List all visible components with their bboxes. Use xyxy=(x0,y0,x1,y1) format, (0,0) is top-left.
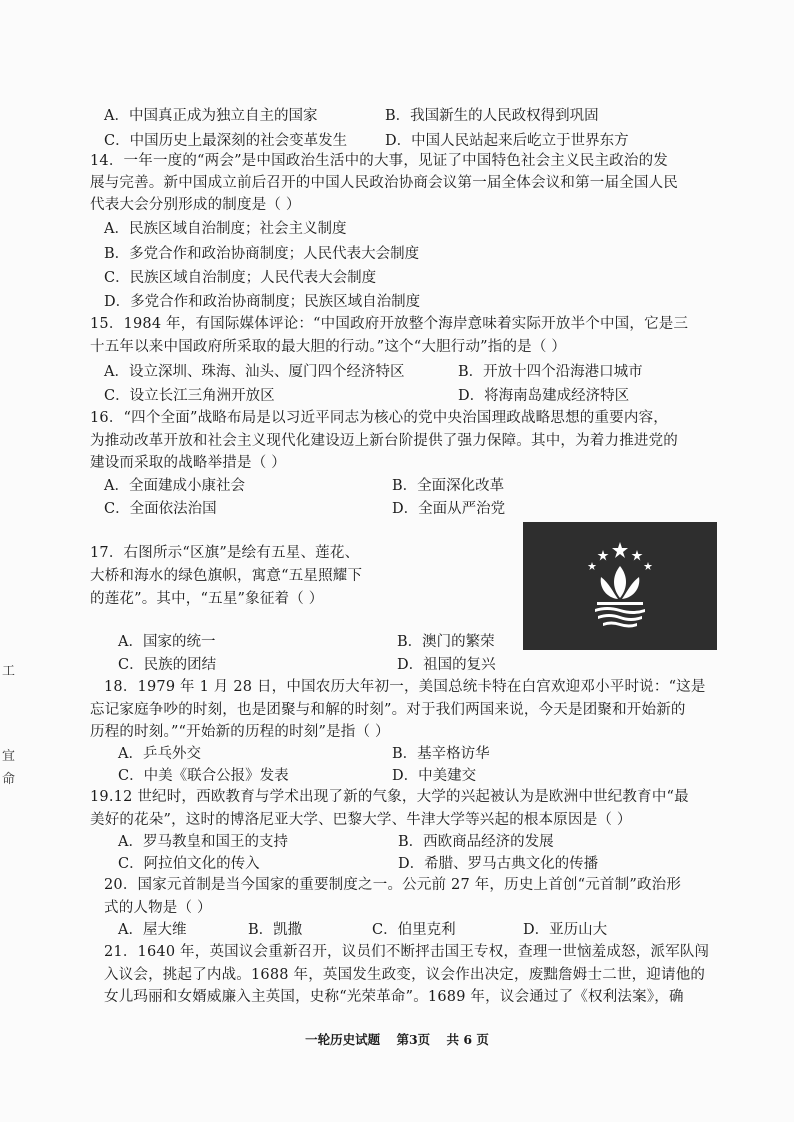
q17-stem-line1: 17．右图所示“区旗”是绘有五星、莲花、 xyxy=(90,545,360,561)
q18-option-c: C．中美《联合公报》发表 xyxy=(118,768,289,784)
q16-stem-line2: 为推动改革开放和社会主义现代化建设迈上新台阶提供了强力保障。其中，为着力推进党的 xyxy=(90,433,678,449)
q13-option-a: A．中国真正成为独立自主的国家 xyxy=(104,108,318,124)
q15-stem-line1: 15．1984 年，有国际媒体评论：“中国政府开放整个海岸意味着实际开放半个中国，它是三 xyxy=(90,316,689,332)
q14-option-d: D．多党合作和政治协商制度；民族区域自治制度 xyxy=(104,294,421,310)
q16-option-d: D．全面从严治党 xyxy=(392,501,506,517)
q13-option-c: C．中国历史上最深刻的社会变革发生 xyxy=(104,133,348,149)
q16-option-c: C．全面依法治国 xyxy=(104,501,217,517)
q18-option-a: A．乒乓外交 xyxy=(118,746,201,762)
q16-option-b: B．全面深化改革 xyxy=(392,478,505,494)
q17-option-b: B．澳门的繁荣 xyxy=(397,634,495,650)
q16-option-a: A．全面建成小康社会 xyxy=(104,478,245,494)
edge-mark-3: 命 xyxy=(2,772,16,787)
q17-option-d: D．祖国的复兴 xyxy=(397,657,496,673)
q20-stem-line2: 式的人物是（ ） xyxy=(104,900,212,916)
q14-option-c: C．民族区域自治制度；人民代表大会制度 xyxy=(104,270,377,286)
footer-title: 一轮历史试题 xyxy=(305,1032,381,1047)
q14-option-b: B．多党合作和政治协商制度；人民代表大会制度 xyxy=(104,246,420,262)
footer-total-pages: 共 6 页 xyxy=(446,1032,489,1047)
q14-stem-line1: 14．一年一度的“两会”是中国政治生活中的大事，见证了中国特色社会主义民主政治的发 xyxy=(90,153,668,169)
q20-option-c: C．伯里克利 xyxy=(372,922,456,938)
q17-stem-line2: 大桥和海水的绿色旗帜，寓意“五星照耀下 xyxy=(90,568,363,584)
q20-option-b: B．凯撒 xyxy=(248,922,303,938)
q15-option-d: D．将海南岛建成经济特区 xyxy=(458,388,630,404)
q18-stem-line1: 18．1979 年 1 月 28 日，中国农历大年初一，美国总统卡特在白宫欢迎邓小平时说：“这是 xyxy=(104,679,706,695)
q21-stem-line1: 21．1640 年，英国议会重新召开，议员们不断抨击国王专权，查理一世恼羞成怒，派军队闯 xyxy=(104,944,710,960)
q18-stem-line2: 忘记家庭争吵的时刻，也是团聚与和解的时刻”。对于我们两国来说，今天是团聚和开始新的 xyxy=(90,702,686,718)
q17-stem-line3: 的莲花”。其中，“五星”象征着（ ） xyxy=(90,591,324,607)
q16-stem-line1: 16．“四个全面”战略布局是以习近平同志为核心的党中央治国理政战略思想的重要内容， xyxy=(90,410,668,426)
lotus-stars-icon xyxy=(523,522,717,650)
q21-stem-line2: 入议会，挑起了内战。1688 年，英国发生政变，议会作出决定，废黜詹姆士二世，迎请他的 xyxy=(104,967,706,983)
footer-page-number: 第3页 xyxy=(396,1032,431,1047)
q20-option-a: A．屋大维 xyxy=(118,922,187,938)
q17-option-a: A．国家的统一 xyxy=(118,634,216,650)
q20-stem-line1: 20．国家元首制是当今国家的重要制度之一。公元前 27 年，历史上首创“元首制”政治形 xyxy=(104,877,682,893)
q19-option-b: B．西欧商品经济的发展 xyxy=(398,834,554,850)
q19-option-d: D．希腊、罗马古典文化的传播 xyxy=(398,856,599,872)
q15-option-c: C．设立长江三角洲开放区 xyxy=(104,388,275,404)
q20-option-d: D．亚历山大 xyxy=(523,922,608,938)
q19-option-a: A．罗马教皇和国王的支持 xyxy=(118,834,288,850)
q19-option-c: C．阿拉伯文化的传入 xyxy=(118,856,260,872)
q21-stem-line3: 女儿玛丽和女婿威廉入主英国，史称“光荣革命”。1689 年，议会通过了《权利法案》，确 xyxy=(104,989,684,1005)
edge-mark-2: 宜 xyxy=(2,749,16,764)
edge-mark-1: 工 xyxy=(2,664,16,679)
q17-option-c: C．民族的团结 xyxy=(118,657,217,673)
q13-option-d: D．中国人民站起来后屹立于世界东方 xyxy=(385,133,629,149)
q14-stem-line2: 展与完善。新中国成立前后召开的中国人民政治协商会议第一届全体会议和第一届全国人民 xyxy=(90,175,678,191)
page-footer xyxy=(0,1030,794,1048)
q19-stem-line1: 19.12 世纪时，西欧教育与学术出现了新的气象，大学的兴起被认为是欧洲中世纪教育中“最 xyxy=(90,789,689,805)
q16-stem-line3: 建设而采取的战略举措是（ ） xyxy=(90,455,286,471)
macau-flag-image xyxy=(523,522,717,650)
q18-option-b: B．基辛格访华 xyxy=(392,746,490,762)
q14-option-a: A．民族区域自治制度；社会主义制度 xyxy=(104,221,347,237)
q18-stem-line3: 历程的时刻。”“开始新的历程的时刻”是指（ ） xyxy=(90,724,390,740)
q15-option-a: A．设立深圳、珠海、汕头、厦门四个经济特区 xyxy=(104,364,405,380)
q14-stem-line3: 代表大会分别形成的制度是（ ） xyxy=(90,197,301,213)
q15-option-b: B．开放十四个沿海港口城市 xyxy=(458,364,643,380)
q19-stem-line2: 美好的花朵”，这时的博洛尼亚大学、巴黎大学、牛津大学等兴起的根本原因是（ ） xyxy=(90,812,632,828)
q13-option-b: B．我国新生的人民政权得到巩固 xyxy=(385,108,599,124)
q15-stem-line2: 十五年以来中国政府所采取的最大胆的行动。”这个“大胆行动”指的是（ ） xyxy=(90,339,567,355)
q18-option-d: D．中美建交 xyxy=(392,768,477,784)
